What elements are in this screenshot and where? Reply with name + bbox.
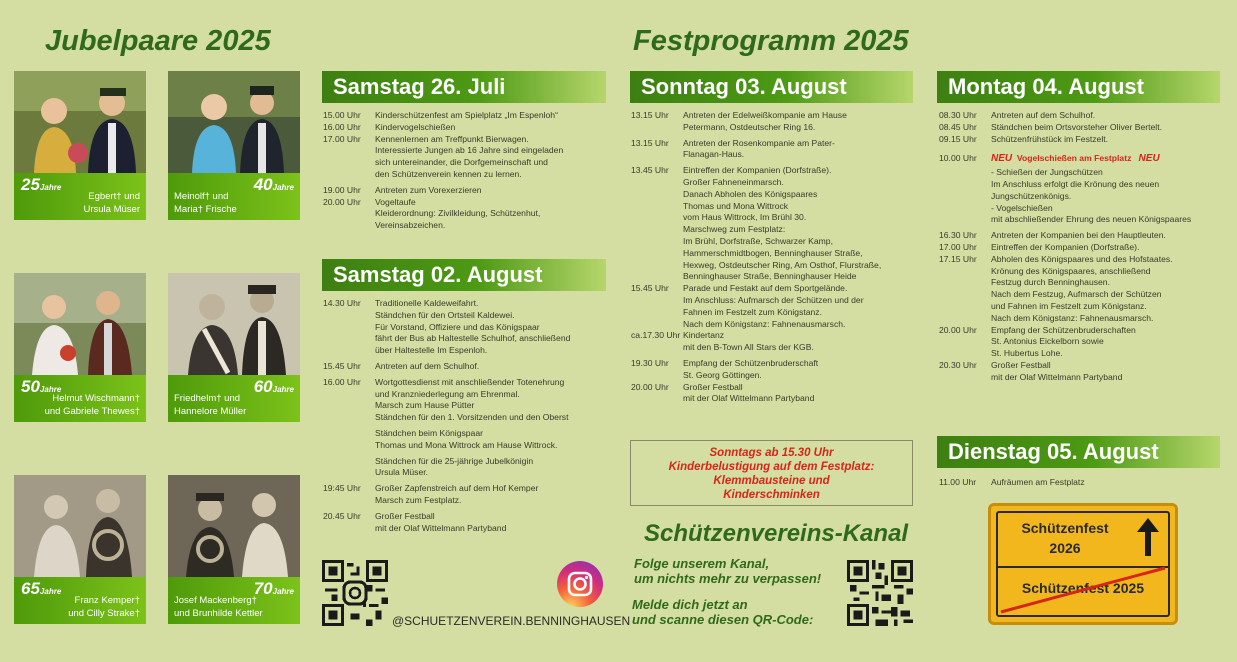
- schedule-row: [323, 456, 608, 480]
- schedule-text: Kindertanz mit den B-Town All Stars der KGB.: [683, 330, 814, 353]
- schedule-row: [631, 110, 916, 134]
- schedule-time: 16.00 Uhr: [323, 121, 361, 132]
- town-sign-graphic: [988, 503, 1178, 625]
- couple-name-line: Meinolf† und: [174, 191, 229, 202]
- schedule-time: 13.45 Uhr: [631, 165, 669, 176]
- schedule-text: Großer Festball mit der Olaf Wittelmann Partyband: [991, 359, 1123, 382]
- schedule-time: 16.30 Uhr: [939, 230, 977, 241]
- schedule-text: Großer Festball mit der Olaf Wittelmann Partyband: [375, 510, 507, 533]
- schedule-row: [631, 358, 916, 382]
- kids-line: Klemmbausteine und: [713, 475, 830, 487]
- schedule-text: Empfang der Schützenbruderschaft St. Georg Göttingen.: [683, 357, 819, 380]
- whatsapp-channel-qr-code[interactable]: [847, 560, 913, 626]
- schedule-sonntag: [631, 110, 916, 405]
- schedule-text: Traditionelle Kaldeweifahrt. Ständchen für den Ortsteil Kaldewei. Für Vorstand, Offiziere und das Königspaar fährt der Bus ab Haltestelle Schulhof, anschließend über Haltestelle Im Espenloh.: [375, 298, 571, 356]
- schedule-row: [939, 477, 1224, 489]
- schedule-time: 14.30 Uhr: [323, 298, 361, 308]
- schedule-text: Antreten der Kompanien bei den Hauptleuten.: [991, 230, 1166, 241]
- schedule-time: 17.15 Uhr: [939, 253, 977, 264]
- schedule-row: [631, 283, 916, 330]
- sign-new-year: [1009, 518, 1121, 558]
- couple-plate-60: [168, 375, 300, 422]
- kanal-follow-text: [634, 556, 821, 586]
- schedule-text: Eintreffen der Kompanien (Dorfstraße). Großer Fahneneinmarsch. Danach Abholen des Königspaares Thomas und Mona Wittrock vom Haus Wittrock, Im Brühl 30. Marschweg zum Festplatz: Im Brühl, Dorfstraße, Schwarzer Kamp, Hammerschmidtbogen, Benninghauser Straße, Hexweg, Ostdeutscher Ring, Am Osthof, Flurstraße, Benninghauser Straße, Benninghauser Heide: [683, 165, 882, 282]
- schedule-text: Wortgottesdienst mit anschließender Totenehrung und Kranzniederlegung am Ehrenmal. Marsch zum Hause Pütter Ständchen für den 1. Vorsitzenden und den Oberst: [375, 376, 569, 423]
- schedule-time: 13.15 Uhr: [631, 137, 669, 148]
- schedule-text: Kennenlernen am Treffpunkt Bierwagen. Interessierte Jungen ab 16 Jahre sind eingeladen sich untereinander, die Dorfgemeinschaft und den Schützenverein kennen zu lernen.: [375, 133, 564, 179]
- jubilee-suffix: Jahre: [272, 385, 294, 394]
- couple-name-line: Friedhelm† und: [174, 393, 241, 404]
- schedule-row: [631, 165, 916, 283]
- couple-plate-65: [14, 577, 146, 624]
- schedule-text: Großer Zapfenstreich auf dem Hof Kemper Marsch zum Festplatz.: [375, 483, 539, 505]
- schedule-text: [991, 153, 1160, 165]
- jubilee-years: 50: [21, 377, 40, 396]
- schedule-time: 19.30 Uhr: [631, 357, 669, 368]
- schedule-text: Ständchen beim Ortsvorsteher Oliver Bertelt.: [991, 121, 1162, 132]
- jubilee-years: 70: [253, 579, 273, 598]
- schedule-time: [323, 428, 375, 452]
- schedule-time: 15.45 Uhr: [631, 283, 669, 294]
- schedule-row: [323, 511, 608, 535]
- schedule-montag: [939, 110, 1234, 384]
- schedule-samstag-august: [323, 298, 608, 534]
- schedule-time: [323, 456, 375, 480]
- schedule-text: Kindervogelschießen: [375, 121, 456, 132]
- schedule-text: Antreten auf dem Schulhof.: [375, 360, 480, 371]
- kanal-line: Folge unserem Kanal,: [634, 556, 770, 571]
- schedule-row: [939, 325, 1234, 360]
- couple-photo-25: [14, 71, 146, 173]
- couple-plate-70: [168, 577, 300, 624]
- jubilee-suffix: Jahre: [39, 183, 62, 192]
- schedule-text: Antreten der Rosenkompanie am Pater- Flanagan-Haus.: [683, 137, 835, 160]
- schedule-time: 20.00 Uhr: [939, 324, 977, 335]
- schedule-text: Antreten auf dem Schulhof.: [991, 110, 1096, 120]
- jubilee-suffix: Jahre: [272, 183, 294, 192]
- day-banner-samstag-juli: Samstag 26. Juli: [322, 71, 606, 103]
- schedule-time: 17.00 Uhr: [323, 133, 361, 144]
- neu-label: NEU: [1138, 153, 1160, 165]
- day-banner-sonntag: Sonntag 03. August: [630, 71, 913, 103]
- schedule-time: 08.45 Uhr: [939, 121, 977, 132]
- arrow-up-icon: [1133, 514, 1163, 560]
- kanal-signup-text: [632, 597, 813, 627]
- kids-line: Kinderbelustigung auf dem Festplatz:: [668, 461, 875, 473]
- jubilee-years: 25: [21, 175, 40, 194]
- couple-name-line: Hannelore Müller: [174, 406, 247, 417]
- schedule-row: [323, 361, 608, 373]
- schedule-row: [323, 122, 608, 134]
- schedule-row: [631, 138, 916, 162]
- schedule-text: Antreten zum Vorexerzieren: [375, 184, 482, 195]
- couple-photo-60: [168, 273, 300, 375]
- schedule-row: [323, 298, 608, 357]
- couple-name-line: Helmut Wischmann†: [52, 393, 140, 404]
- schedule-time: 19.00 Uhr: [323, 184, 361, 195]
- schedule-time: 10.00 Uhr: [939, 153, 977, 164]
- kanal-line: Melde dich jetzt an: [632, 597, 748, 612]
- schedule-text: Parade und Festakt auf dem Sportgelände. Im Anschluss: Aufmarsch der Schützen und der Fahnen im Festzelt zum Königstanz. Nach dem Königstanz: Fahnenausmarsch.: [683, 283, 864, 329]
- schedule-time: 20.30 Uhr: [939, 359, 977, 370]
- sign-line: Schützenfest: [1021, 520, 1109, 536]
- schedule-time: 20.00 Uhr: [631, 381, 669, 392]
- schedule-row: [939, 122, 1234, 134]
- instagram-handle[interactable]: @SCHUETZENVEREIN.BENNINGHAUSEN: [392, 614, 631, 628]
- schedule-time: 15.00 Uhr: [323, 110, 361, 120]
- schedule-row: [939, 254, 1234, 325]
- schedule-row: [631, 330, 916, 354]
- schedule-row: [939, 110, 1234, 122]
- sign-line: 2026: [1049, 540, 1081, 556]
- couple-name-line: Egbert† und: [88, 191, 140, 202]
- instagram-qr-code[interactable]: [322, 560, 388, 626]
- festprogramm-heading: Festprogramm 2025: [633, 25, 909, 57]
- kids-line: Sonntags ab 15.30 Uhr: [709, 447, 834, 459]
- schedule-text: Großer Festball mit der Olaf Wittelmann Partyband: [683, 381, 815, 404]
- schedule-time: 20.45 Uhr: [323, 510, 361, 521]
- schedule-time: 20.00 Uhr: [323, 196, 361, 207]
- schedule-time: 16.00 Uhr: [323, 376, 361, 387]
- schedule-text: Ständchen beim Königspaar Thomas und Mona Wittrock am Hause Wittrock.: [375, 427, 558, 450]
- jubilee-years: 60: [253, 377, 273, 396]
- schedule-time: 11.00 Uhr: [939, 477, 977, 487]
- couple-name-line: und Cilly Strake†: [68, 608, 140, 619]
- kanal-line: und scanne diesen QR-Code:: [632, 612, 814, 627]
- schedule-time: 13.15 Uhr: [631, 110, 669, 120]
- kids-entertainment-box: [630, 440, 913, 506]
- schedule-text: Antreten der Edelweißkompanie am Hause Petermann, Ostdeutscher Ring 16.: [683, 110, 847, 132]
- schedule-row: [939, 167, 1234, 226]
- schedule-dienstag: [939, 477, 1224, 489]
- schedule-text: Eintreffen der Kompanien (Dorfstraße).: [991, 241, 1140, 252]
- schedule-text: Ständchen für die 25-jährige Jubelkönigin Ursula Müser.: [375, 455, 534, 478]
- instagram-icon[interactable]: [556, 560, 604, 608]
- kids-line: Kinderschminken: [723, 489, 820, 501]
- couple-name-line: und Brunhilde Kettler: [174, 608, 263, 619]
- couple-name-line: und Gabriele Thewes†: [44, 406, 140, 417]
- schedule-row: [323, 134, 608, 181]
- schedule-text: Kinderschützenfest am Spielplatz „Im Espenloh“: [375, 110, 558, 120]
- schedule-row: [323, 428, 608, 452]
- schedule-row: [939, 242, 1234, 254]
- couple-plate-50: [14, 375, 146, 422]
- couple-name-line: Ursula Müser: [83, 204, 140, 215]
- neu-label: NEU: [991, 153, 1013, 165]
- schedule-row: [323, 483, 608, 507]
- schedule-row: [323, 110, 608, 122]
- schedule-time: 08.30 Uhr: [939, 110, 977, 120]
- couple-name-line: Franz Kemper†: [74, 595, 140, 606]
- schedule-row-neu: [939, 153, 1234, 165]
- jubelpaare-heading: Jubelpaare 2025: [45, 25, 271, 57]
- couple-photo-50: [14, 273, 146, 375]
- schedule-row: [939, 360, 1234, 384]
- schedule-text: Empfang der Schützenbruderschaften St. Antonius Eickelborn sowie St. Hubertus Lohe.: [991, 324, 1136, 359]
- schedule-row: [323, 197, 608, 232]
- schedule-row: [323, 185, 608, 197]
- schedule-time: 09.15 Uhr: [939, 133, 977, 144]
- day-banner-montag: Montag 04. August: [937, 71, 1220, 103]
- couple-photo-40: [168, 71, 300, 173]
- day-banner-samstag-august: Samstag 02. August: [322, 259, 606, 291]
- schedule-text: - Schießen der Jungschützen Im Anschluss erfolgt die Krönung des neuen Jungschützenkönigs. - Vogelschießen mit abschließender Ehrung des neuen Königspaares: [991, 167, 1192, 225]
- couple-photo-65: [14, 475, 146, 577]
- strike-line: [997, 564, 1169, 616]
- schedule-row: [323, 377, 608, 424]
- schedule-row: [939, 134, 1234, 146]
- couple-plate-25: [14, 173, 146, 220]
- couple-name-line: Maria† Frische: [174, 204, 237, 215]
- schedule-text: Abholen des Königspaares und des Hofstaates. Krönung des Königspaares, anschließend Festzug durch Benninghausen. Nach dem Festzug, Aufmarsch der Schützen und Fahnen im Festzelt zum Königstanz. Nach dem Königstanz: Fahnenausmarsch.: [991, 253, 1173, 323]
- schedule-row: [631, 382, 916, 406]
- schedule-time-empty: [939, 167, 991, 226]
- schedule-time: 19:45 Uhr: [323, 483, 361, 494]
- schedule-samstag-juli: [323, 110, 608, 232]
- schedule-row: [939, 230, 1234, 242]
- schedule-text: Aufräumen am Festplatz: [991, 477, 1085, 487]
- schedule-time: 17.00 Uhr: [939, 241, 977, 252]
- jubilee-years: 40: [253, 175, 273, 194]
- neu-event: Vogelschießen am Festplatz: [1016, 153, 1132, 164]
- jubilee-suffix: Jahre: [39, 385, 62, 394]
- jubilee-years: 65: [21, 579, 40, 598]
- couple-name-line: Josef Mackenberg†: [174, 595, 257, 606]
- schedule-time: ca.17.30 Uhr: [631, 330, 681, 341]
- couple-photo-70: [168, 475, 300, 577]
- sign-old-year: Schützenfest 2025: [1021, 580, 1145, 596]
- day-banner-dienstag: Dienstag 05. August: [937, 436, 1220, 468]
- kanal-heading: Schützenvereins-Kanal: [644, 520, 909, 547]
- jubilee-suffix: Jahre: [39, 587, 62, 596]
- schedule-text: Vogeltaufe Kleiderordnung: Zivilkleidung, Schützenhut, Vereinsabzeichen.: [375, 196, 541, 231]
- kanal-line: um nichts mehr zu verpassen!: [634, 571, 822, 586]
- schedule-text: Schützenfrühstück im Festzelt.: [991, 133, 1109, 144]
- couple-plate-40: [168, 173, 300, 220]
- jubilee-suffix: Jahre: [272, 587, 294, 596]
- schedule-time: 15.45 Uhr: [323, 360, 361, 371]
